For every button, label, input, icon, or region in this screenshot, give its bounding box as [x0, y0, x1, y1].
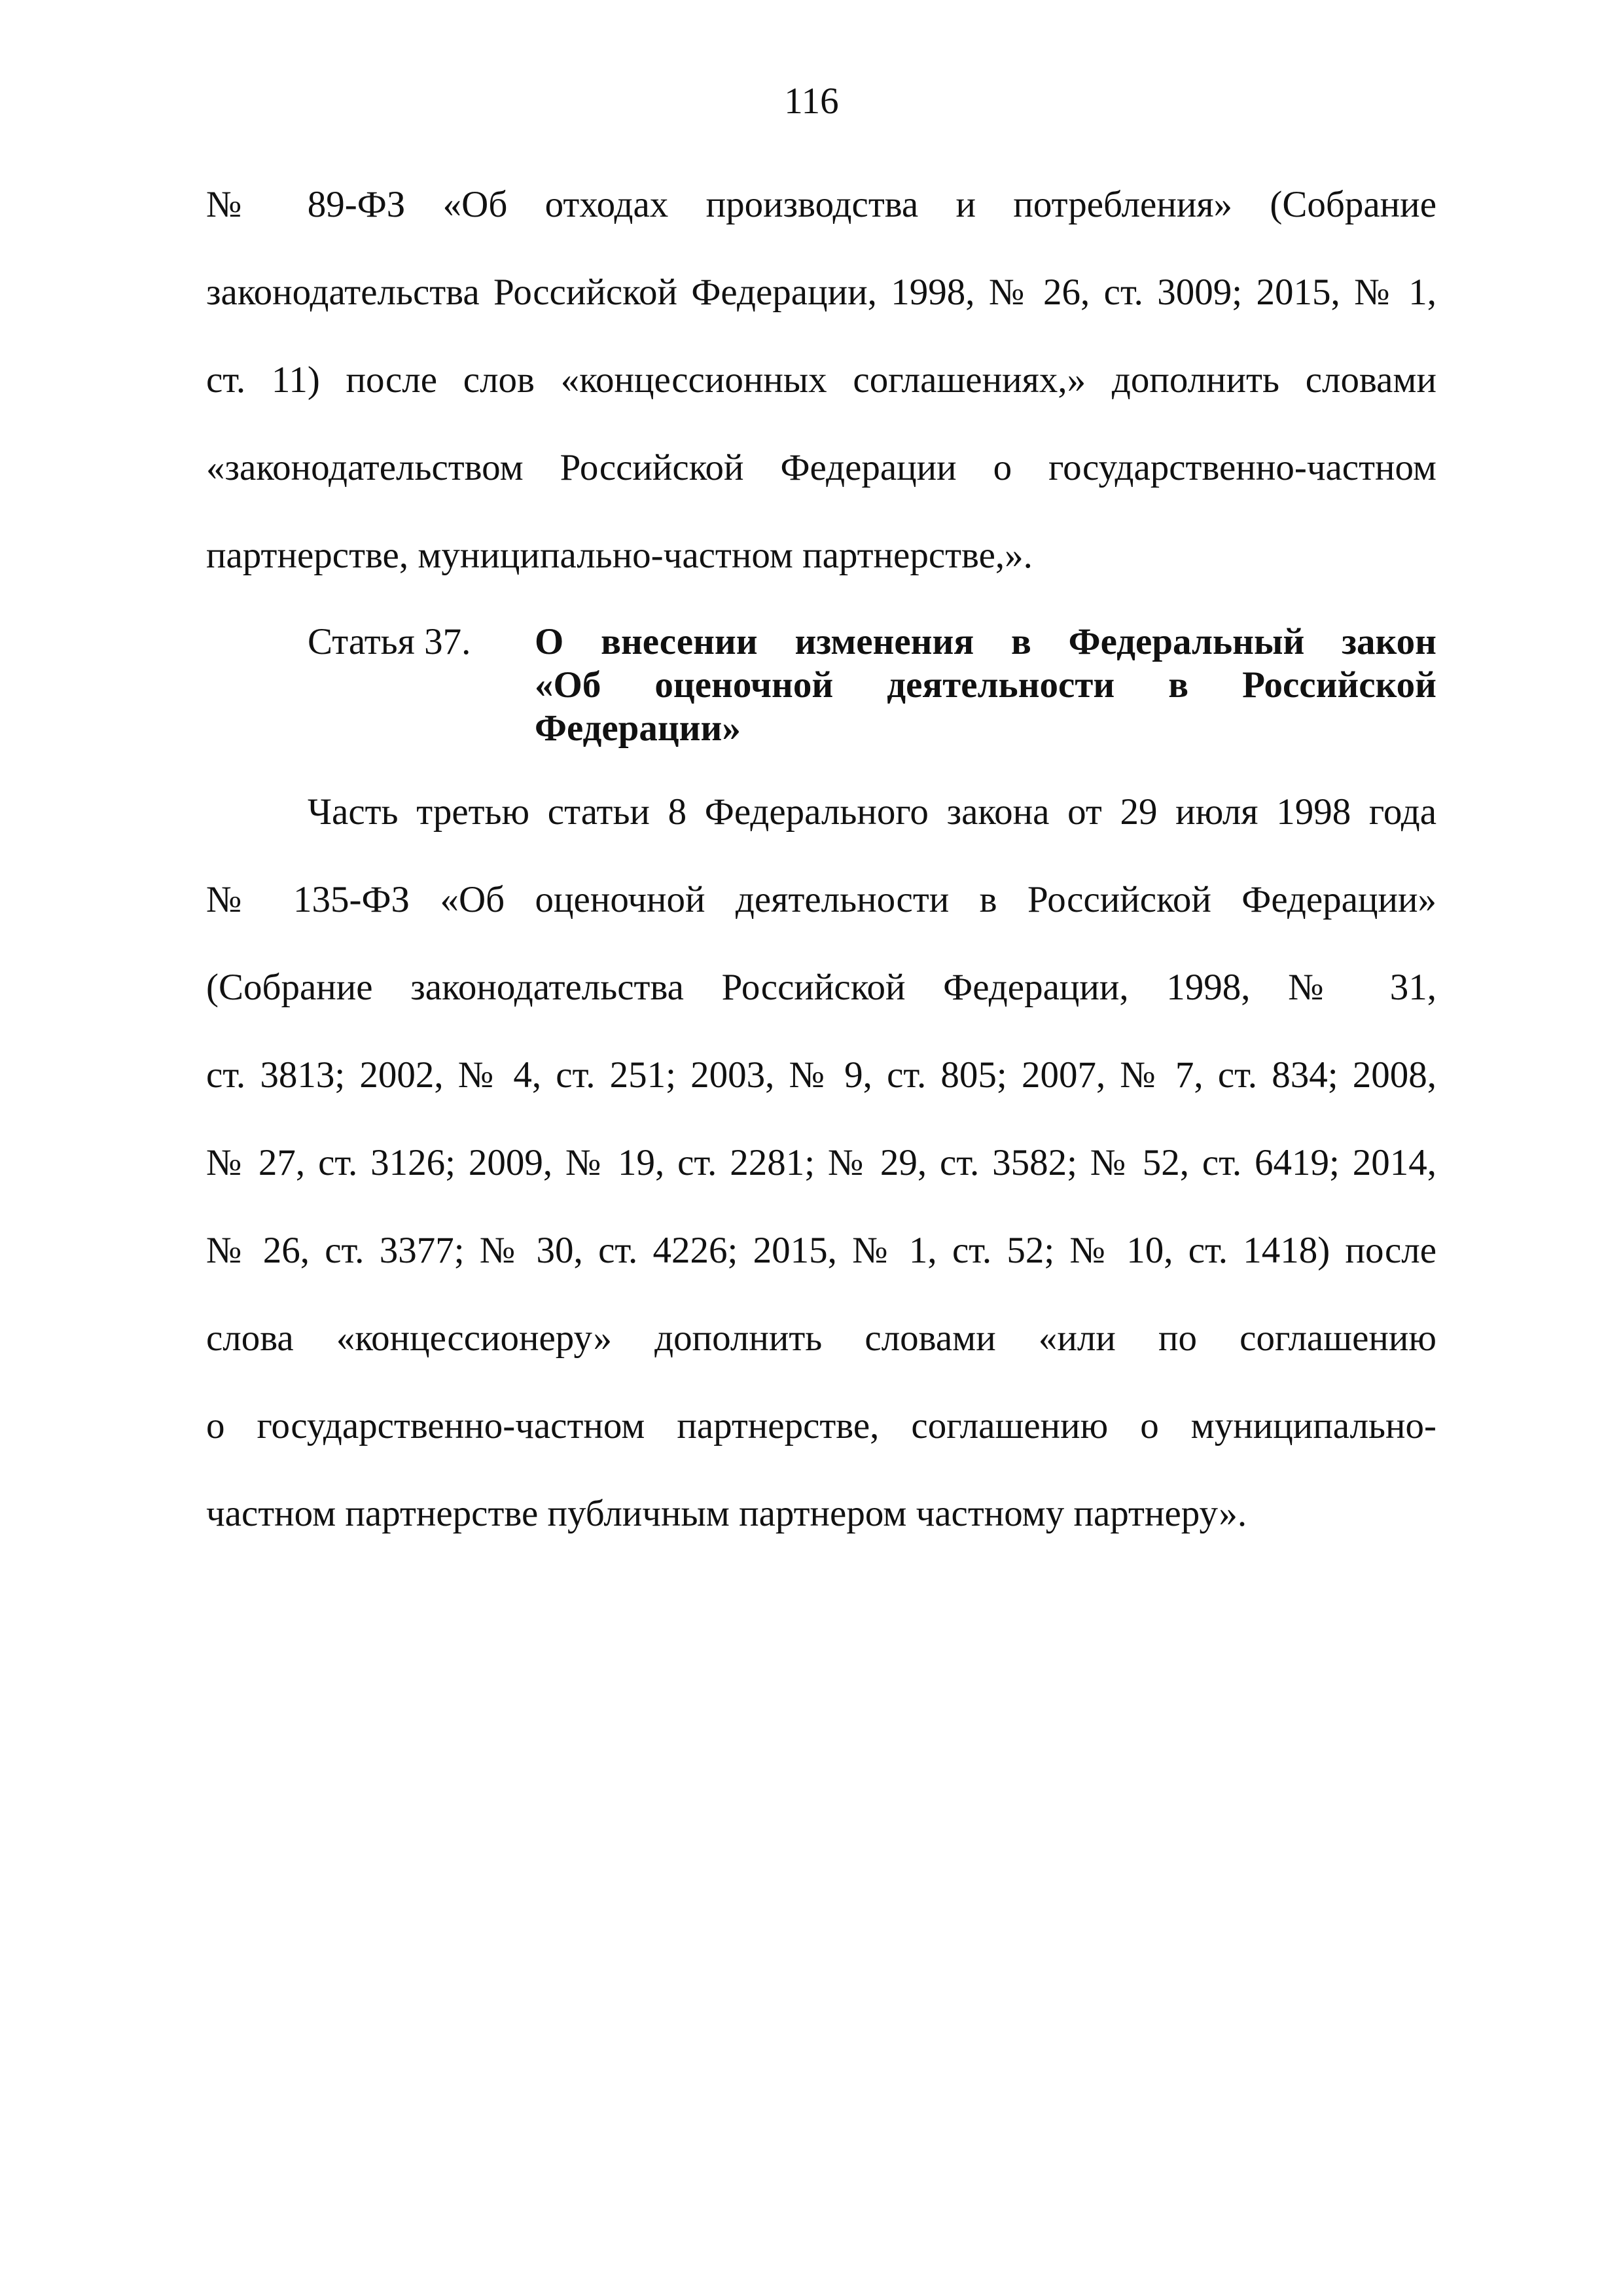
article-title-line: Федерации»: [535, 708, 741, 749]
article-title: [535, 620, 1436, 750]
page-number: 116: [784, 81, 839, 122]
text-line: № 89-ФЗ «Об отходах производства и потребления» (Собрание: [206, 184, 1436, 225]
text-line: ст. 3813; 2002, № 4, ст. 251; 2003, № 9, ст. 805; 2007, № 7, ст. 834; 2008,: [206, 1054, 1436, 1096]
text-line: Часть третью статьи 8 Федерального закона от 29 июля 1998 года: [308, 791, 1436, 833]
text-line: (Собрание законодательства Российской Федерации, 1998, № 31,: [206, 967, 1436, 1008]
text-line: о государственно-частном партнерстве, соглашению о муниципально-: [206, 1405, 1436, 1446]
text-line: «законодательством Российской Федерации о государственно-частном: [206, 447, 1436, 488]
text-line: слова «концессионеру» дополнить словами «или по соглашению: [206, 1318, 1436, 1359]
text-line: законодательства Российской Федерации, 1998, № 26, ст. 3009; 2015, № 1,: [206, 272, 1436, 313]
text-line: ст. 11) после слов «концессионных соглашениях,» дополнить словами: [206, 359, 1436, 401]
text-line: № 135-ФЗ «Об оценочной деятельности в Российской Федерации»: [206, 879, 1436, 920]
article-label: Статья 37.: [308, 621, 471, 662]
text-line: № 26, ст. 3377; № 30, ст. 4226; 2015, № 1, ст. 52; № 10, ст. 1418) после: [206, 1230, 1436, 1271]
article-heading: [206, 620, 1436, 749]
text-line: частном партнерстве публичным партнером частному партнеру».: [206, 1493, 1247, 1534]
article-title-line: О внесении изменения в Федеральный закон: [535, 621, 1436, 662]
text-line: № 27, ст. 3126; 2009, № 19, ст. 2281; № 29, ст. 3582; № 52, ст. 6419; 2014,: [206, 1142, 1436, 1183]
article-body-paragraph: [206, 768, 1436, 1558]
paragraph-continued: [206, 161, 1436, 600]
article-title-line: «Об оценочной деятельности в Российской: [535, 664, 1436, 706]
text-line: партнерстве, муниципально-частном партнерстве,».: [206, 535, 1033, 576]
